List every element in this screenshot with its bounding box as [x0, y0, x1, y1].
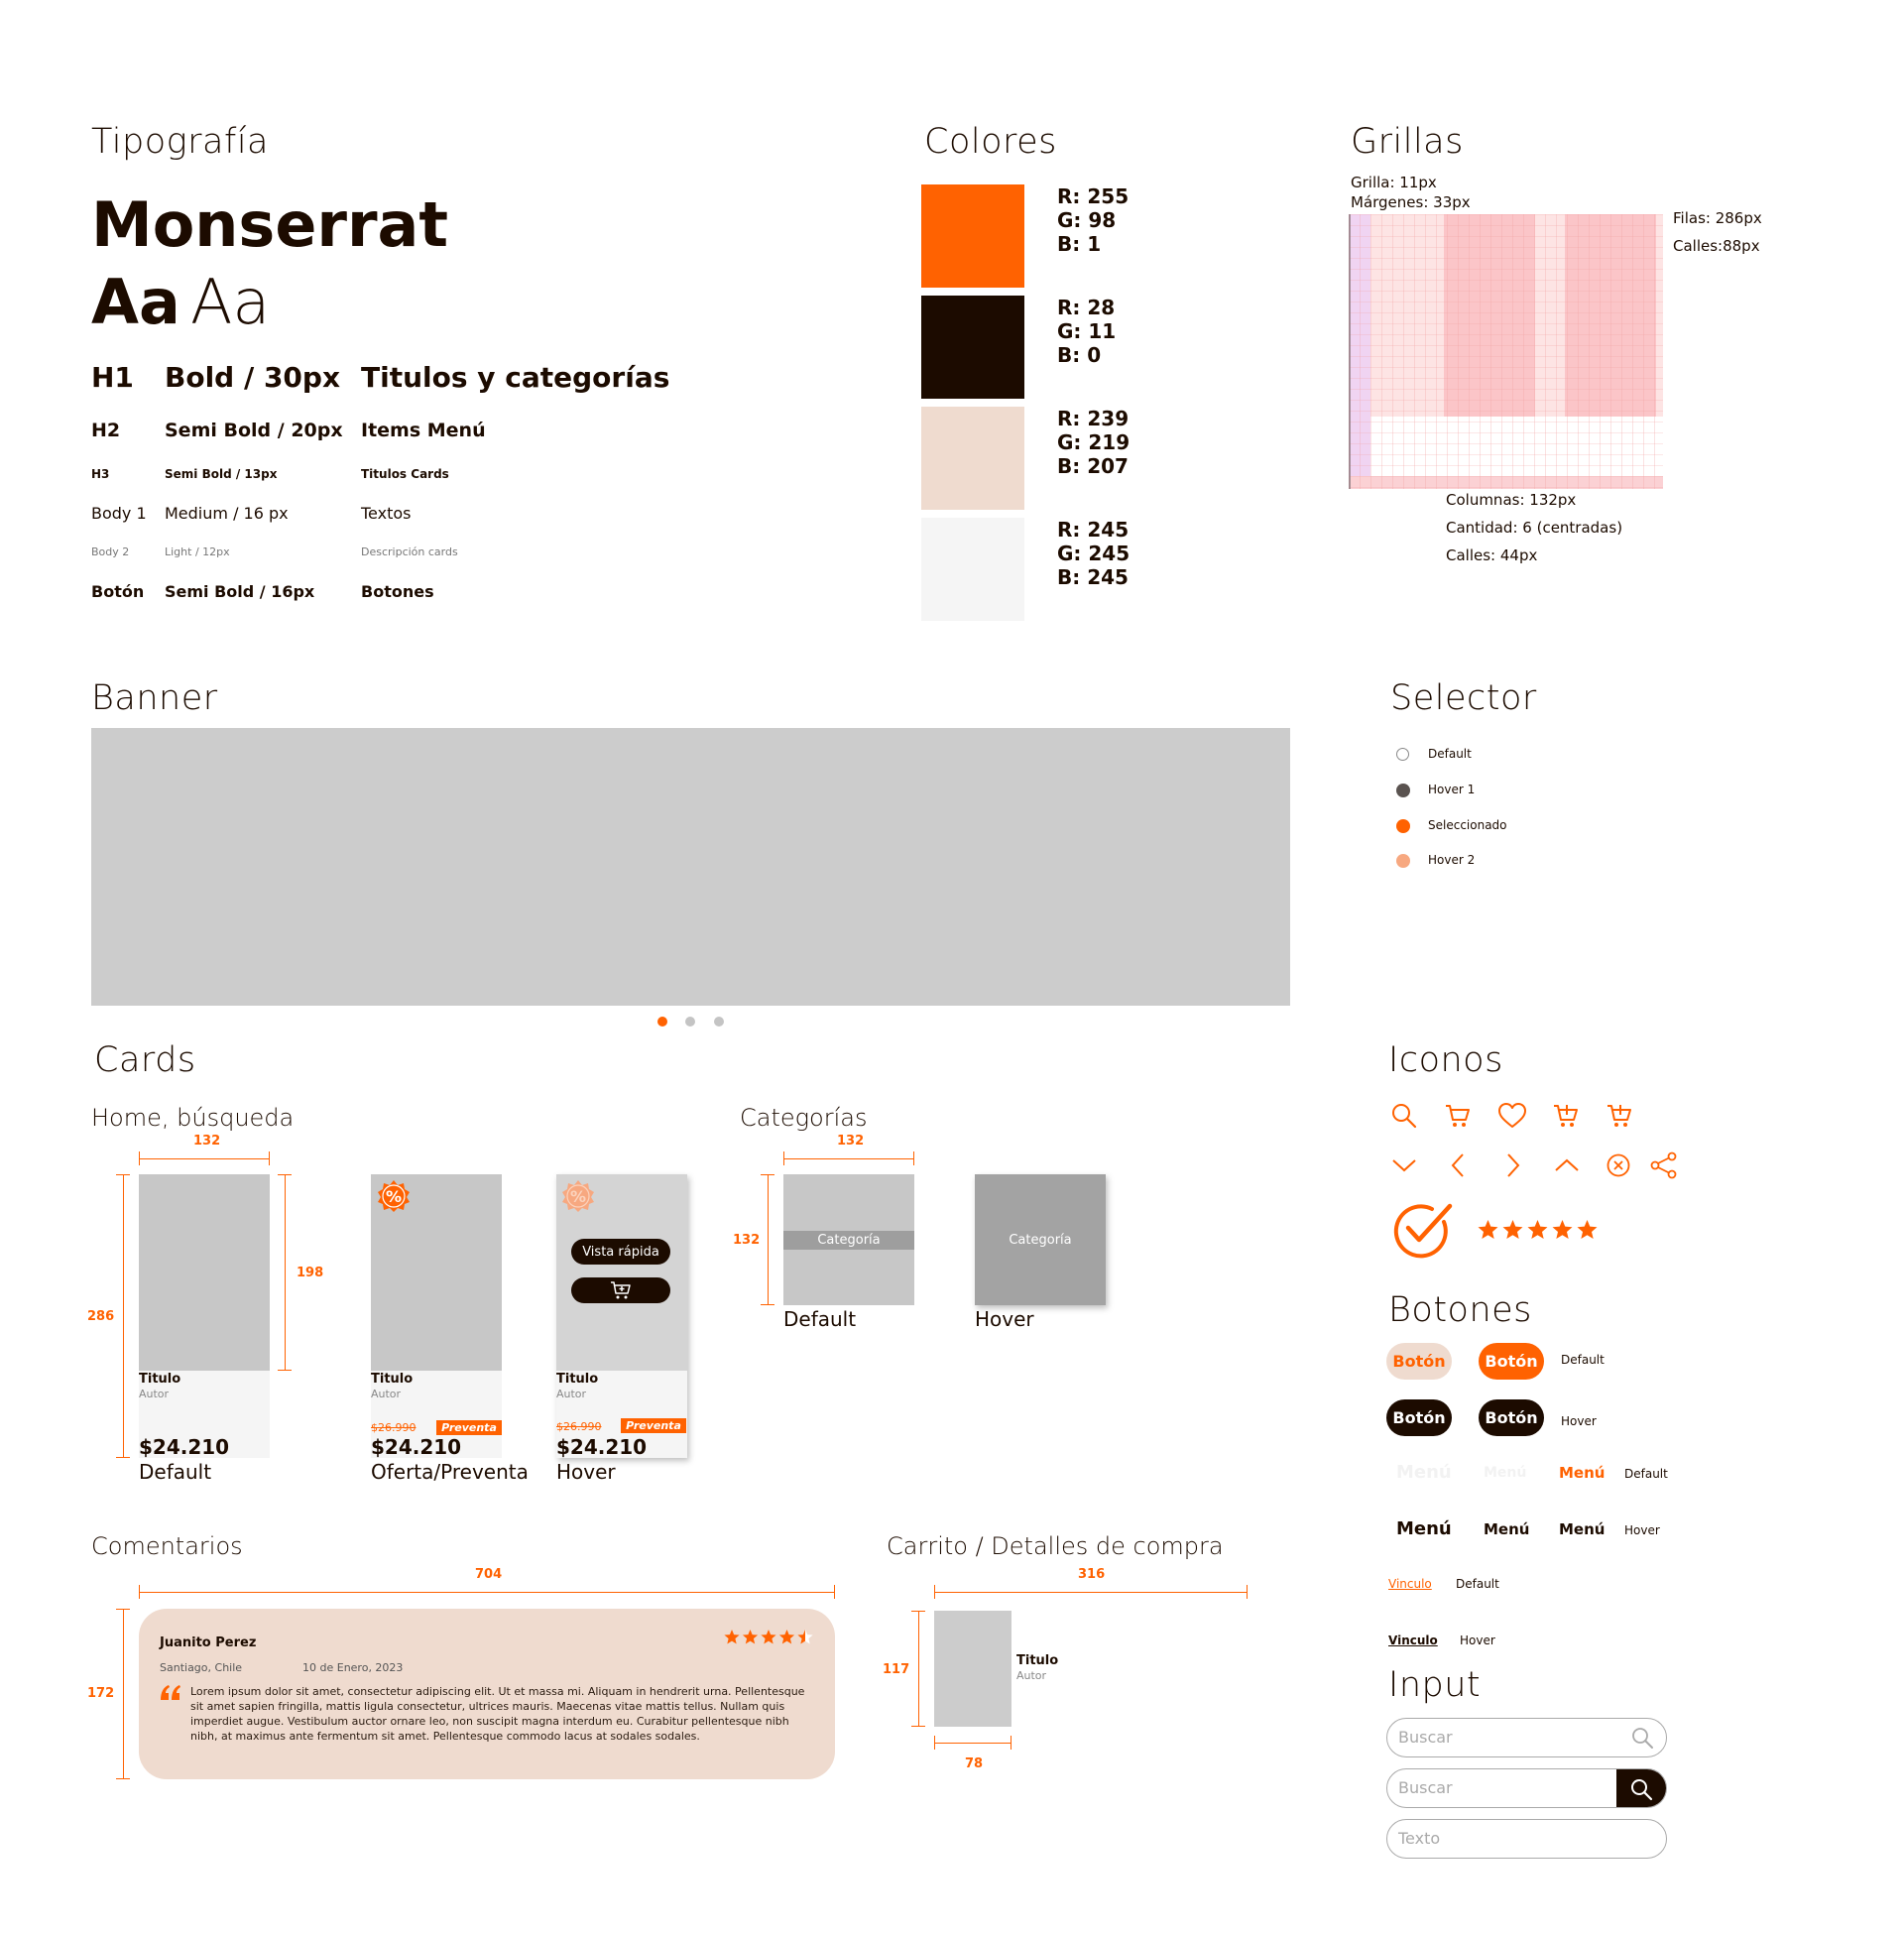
dim-cart-image-width: 78	[965, 1756, 984, 1771]
menu-item-hover-small[interactable]: Menú	[1484, 1520, 1530, 1538]
selector-radio-hover2[interactable]	[1396, 854, 1410, 868]
rating-stars-icon	[724, 1630, 815, 1647]
dim-line	[139, 1158, 270, 1159]
type-tag: H2	[91, 420, 121, 441]
menu-item-active[interactable]: Menú	[1559, 1464, 1606, 1482]
buttons-title: Botones	[1388, 1290, 1532, 1330]
dim-line	[139, 1592, 835, 1593]
star-filled	[1503, 1220, 1523, 1239]
product-old-price: $26.990	[556, 1420, 602, 1433]
cart-item-image	[934, 1611, 1012, 1727]
cart-add-icon[interactable]	[1552, 1102, 1580, 1130]
star-filled	[743, 1630, 758, 1643]
selector-radio-default[interactable]	[1396, 748, 1409, 761]
svg-text:%: %	[385, 1187, 403, 1206]
type-use: Descripción cards	[361, 545, 458, 558]
search-icon	[1629, 1777, 1653, 1801]
selector-radio-hover1[interactable]	[1396, 784, 1410, 797]
grid-col-gutter: Calles: 44px	[1446, 546, 1538, 564]
cards-categories-title: Categorías	[740, 1104, 868, 1132]
dim-card-total-height: 286	[87, 1309, 115, 1324]
type-spec: Semi Bold / 13px	[165, 467, 278, 481]
banner-title: Banner	[91, 678, 218, 718]
product-author: Autor	[139, 1388, 170, 1400]
dim-comment-height: 172	[87, 1686, 115, 1701]
comment-rating	[724, 1630, 815, 1647]
type-spec: Semi Bold / 20px	[165, 420, 343, 441]
dim-line	[123, 1174, 124, 1458]
dim-line	[269, 1151, 270, 1165]
cart-add-alt-icon[interactable]	[1606, 1102, 1633, 1130]
search-input-default[interactable]	[1386, 1718, 1667, 1757]
type-tag: Body 1	[91, 504, 147, 523]
rgb-g: G: 219	[1057, 430, 1130, 454]
state-label: Hover	[1624, 1523, 1660, 1537]
check-circle-icon	[1392, 1200, 1458, 1262]
grid-preview	[1349, 214, 1663, 489]
search-input-focus[interactable]	[1386, 1768, 1667, 1808]
category-label: Categoría	[1009, 1233, 1072, 1248]
grid-row-gutter: Calles:88px	[1673, 237, 1760, 255]
cart-title: Carrito / Detalles de compra	[887, 1532, 1224, 1560]
dim-line	[1247, 1585, 1248, 1599]
dim-line	[768, 1174, 769, 1305]
cards-home-title: Home, búsqueda	[91, 1104, 295, 1132]
search-placeholder: Buscar	[1398, 1778, 1453, 1797]
cart-add-icon	[610, 1280, 632, 1300]
card-state-label: Hover	[556, 1460, 616, 1484]
button-primary-hover[interactable]: Botón	[1479, 1399, 1544, 1436]
type-spec: Medium / 16 px	[165, 504, 289, 523]
font-sample-light: Aa	[190, 266, 271, 338]
rgb-r: R: 239	[1057, 407, 1130, 430]
product-price: $24.210	[139, 1435, 230, 1459]
dim-line	[913, 1151, 914, 1165]
comments-title: Comentarios	[91, 1532, 243, 1560]
product-old-price: $26.990	[371, 1421, 416, 1434]
input-title: Input	[1388, 1665, 1482, 1705]
grid-columns: Columnas: 132px	[1446, 491, 1577, 509]
card-state-label: Default	[139, 1460, 212, 1484]
category-state-label: Default	[783, 1307, 857, 1331]
swatch-beige	[921, 407, 1024, 510]
selector-label: Hover 1	[1428, 783, 1476, 796]
star-filled	[1578, 1220, 1598, 1239]
search-icon[interactable]	[1630, 1726, 1654, 1750]
rgb-b: B: 1	[1057, 232, 1102, 256]
menu-item-hover[interactable]: Menú	[1396, 1518, 1452, 1539]
rgb-r: R: 245	[1057, 518, 1130, 542]
star-filled	[1553, 1220, 1573, 1239]
close-circle-icon[interactable]	[1605, 1151, 1632, 1179]
dim-line	[783, 1158, 914, 1159]
product-author: Autor	[371, 1388, 402, 1400]
state-label: Default	[1456, 1577, 1499, 1591]
type-use: Textos	[361, 504, 412, 523]
dim-comment-width: 704	[475, 1567, 503, 1582]
type-use: Items Menú	[361, 420, 486, 441]
menu-item-light[interactable]: Menú	[1396, 1462, 1452, 1483]
comment-card	[139, 1609, 835, 1779]
product-title: Titulo	[139, 1372, 181, 1387]
button-primary-default[interactable]: Botón	[1479, 1343, 1544, 1380]
selector-radio-selected[interactable]	[1396, 819, 1410, 833]
dim-line	[783, 1151, 784, 1165]
svg-text:%: %	[569, 1187, 587, 1206]
icons-title: Iconos	[1388, 1040, 1503, 1080]
swatch-dark	[921, 296, 1024, 399]
type-spec: Light / 12px	[165, 545, 230, 558]
star-filled	[1479, 1220, 1498, 1239]
state-label: Hover	[1460, 1634, 1495, 1647]
type-use: Botones	[361, 582, 434, 601]
dim-line	[123, 1609, 124, 1779]
dim-line	[139, 1151, 140, 1165]
comment-date: 10 de Enero, 2023	[302, 1661, 404, 1674]
selector-label: Seleccionado	[1428, 818, 1507, 832]
dim-line	[116, 1609, 130, 1610]
grid-count: Cantidad: 6 (centradas)	[1446, 519, 1623, 537]
selector-title: Selector	[1390, 678, 1537, 718]
star-filled	[1528, 1220, 1548, 1239]
dim-line	[278, 1174, 292, 1175]
dim-line	[116, 1174, 130, 1175]
discount-badge-icon	[561, 1179, 595, 1213]
cards-title: Cards	[94, 1040, 196, 1080]
quick-view-button[interactable]: Vista rápida	[571, 1239, 670, 1265]
search-submit-button[interactable]	[1616, 1769, 1666, 1808]
rgb-b: B: 245	[1057, 565, 1129, 589]
type-use: Titulos Cards	[361, 467, 449, 481]
link-default[interactable]: Vinculo	[1388, 1577, 1432, 1591]
category-label: Categoría	[783, 1231, 914, 1250]
chevron-right-icon[interactable]	[1499, 1151, 1527, 1179]
grid-size: Grilla: 11px	[1351, 174, 1437, 191]
comment-author: Juanito Perez	[160, 1635, 257, 1650]
dim-line	[918, 1611, 919, 1727]
category-state-label: Hover	[975, 1307, 1034, 1331]
type-tag: H3	[91, 467, 110, 481]
chevron-left-icon[interactable]	[1444, 1151, 1472, 1179]
state-label: Default	[1624, 1467, 1668, 1481]
star-filled	[779, 1630, 794, 1643]
product-author: Autor	[556, 1388, 587, 1400]
dim-line	[278, 1370, 292, 1371]
cart-item-title: Titulo	[1016, 1653, 1059, 1668]
colors-title: Colores	[924, 122, 1057, 162]
dim-cart-height: 117	[883, 1662, 910, 1677]
comment-location: Santiago, Chile	[160, 1661, 243, 1674]
dim-line	[761, 1304, 774, 1305]
search-icon[interactable]	[1390, 1102, 1418, 1130]
dim-line	[911, 1611, 925, 1612]
state-label: Hover	[1561, 1414, 1597, 1428]
banner-dot[interactable]	[685, 1017, 695, 1027]
rgb-b: B: 0	[1057, 343, 1102, 367]
star-filled	[724, 1630, 739, 1643]
rgb-g: G: 11	[1057, 319, 1117, 343]
preventa-badge: Preventa	[436, 1420, 502, 1435]
rgb-beige	[1057, 407, 1130, 478]
type-use: Titulos y categorías	[361, 361, 670, 394]
product-price: $24.210	[556, 1435, 648, 1459]
product-price: $24.210	[371, 1435, 462, 1459]
dim-line	[761, 1174, 774, 1175]
dim-line	[934, 1736, 935, 1750]
dim-line	[934, 1743, 1012, 1744]
typography-title: Tipografía	[91, 122, 269, 162]
star-filled	[761, 1630, 775, 1643]
selector-label: Default	[1428, 747, 1472, 761]
cart-icon[interactable]	[1444, 1102, 1472, 1130]
button-secondary-default[interactable]: Botón	[1386, 1343, 1452, 1380]
type-spec: Semi Bold / 16px	[165, 582, 315, 601]
product-title: Titulo	[556, 1372, 599, 1387]
dim-category-height: 132	[733, 1233, 761, 1248]
swatch-light	[921, 518, 1024, 621]
dim-line	[911, 1726, 925, 1727]
font-name: Monserrat	[91, 188, 449, 261]
selector-label: Hover 2	[1428, 853, 1476, 867]
type-tag: H1	[91, 361, 134, 394]
type-tag: Botón	[91, 582, 145, 601]
grid-rows: Filas: 286px	[1673, 209, 1762, 227]
dim-category-width: 132	[837, 1134, 865, 1149]
state-label: Default	[1561, 1353, 1605, 1367]
text-placeholder: Texto	[1398, 1829, 1441, 1848]
grid-title: Grillas	[1351, 122, 1464, 162]
rgb-orange	[1057, 184, 1129, 256]
rgb-b: B: 207	[1057, 454, 1129, 478]
quote-icon	[160, 1684, 181, 1702]
dim-line	[934, 1585, 935, 1599]
banner-dot[interactable]	[714, 1017, 724, 1027]
chevron-up-icon[interactable]	[1553, 1151, 1581, 1179]
heart-icon[interactable]	[1497, 1102, 1527, 1130]
dim-card-width: 132	[193, 1134, 221, 1149]
rating-stars-icon	[1478, 1220, 1601, 1242]
dim-line	[834, 1585, 835, 1599]
product-title: Titulo	[371, 1372, 414, 1387]
menu-item-light-small[interactable]: Menú	[1484, 1465, 1527, 1481]
dim-cart-width: 316	[1078, 1567, 1106, 1582]
banner-dot-active[interactable]	[657, 1017, 667, 1027]
dim-line	[139, 1585, 140, 1599]
menu-item-hover-small[interactable]: Menú	[1559, 1520, 1606, 1538]
chevron-down-icon[interactable]	[1390, 1151, 1418, 1179]
card-state-label: Oferta/Preventa	[371, 1460, 529, 1484]
preventa-badge: Preventa	[621, 1418, 686, 1433]
type-spec: Bold / 30px	[165, 361, 341, 394]
dim-card-image-height: 198	[297, 1266, 324, 1280]
dim-line	[934, 1592, 1248, 1593]
share-icon[interactable]	[1649, 1151, 1679, 1179]
search-placeholder: Buscar	[1398, 1728, 1453, 1747]
swatch-orange	[921, 184, 1024, 288]
discount-badge-icon	[377, 1179, 411, 1213]
text-input[interactable]	[1386, 1819, 1667, 1859]
rgb-r: R: 28	[1057, 296, 1116, 319]
rgb-g: G: 98	[1057, 208, 1117, 232]
rgb-dark	[1057, 296, 1116, 367]
button-secondary-hover[interactable]: Botón	[1386, 1399, 1452, 1436]
rgb-light	[1057, 518, 1130, 589]
cart-item-author: Autor	[1016, 1669, 1047, 1682]
dim-line	[116, 1778, 130, 1779]
font-sample-bold: Aa	[91, 266, 180, 338]
comment-text: Lorem ipsum dolor sit amet, consectetur adipiscing elit. Ut et massa mi. Aliquam in hendrerit urna. Pellentesque sit amet sapien fringilla, mattis ligula consectetur, ultrices mauris. Maecenas vitae mattis tellus. Nullam quis imperdiet augue. Vestibulum auctor ornare leo, non suscipit magna interdum eu. Curabitur pellentesque nibh nibh, at maximus ante fermentum sit amet. Pellentesque commodo lacus at sodales sodales.	[190, 1685, 805, 1743]
dim-line	[1011, 1736, 1012, 1750]
add-to-cart-button[interactable]	[571, 1277, 670, 1303]
banner-image	[91, 728, 1290, 1006]
rgb-r: R: 255	[1057, 184, 1130, 208]
product-image	[139, 1174, 270, 1371]
grid-margins: Márgenes: 33px	[1351, 193, 1471, 211]
dim-line	[285, 1174, 286, 1371]
rgb-g: G: 245	[1057, 542, 1130, 565]
link-hover[interactable]: Vinculo	[1388, 1634, 1438, 1647]
dim-line	[116, 1457, 130, 1458]
type-tag: Body 2	[91, 545, 130, 558]
